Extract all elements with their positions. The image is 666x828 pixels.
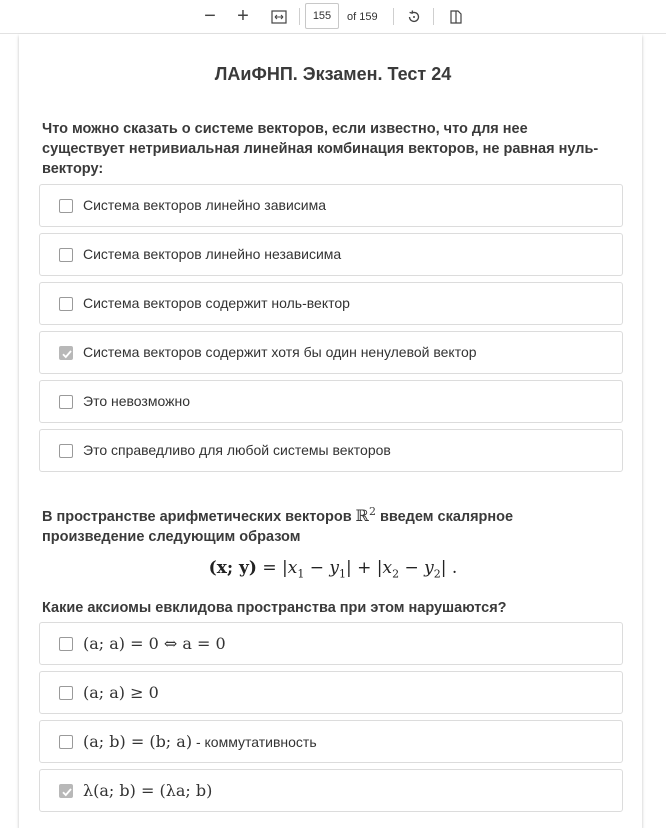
formula-term: | <box>440 558 447 578</box>
formula-dot: . <box>446 558 458 578</box>
question-2-text <box>42 502 612 547</box>
option-label: Система векторов содержит ноль-вектор <box>83 295 350 311</box>
question-1-text: Что можно сказать о системе векторов, если известно, что для нее существует нетривиальная линейная комбинация векторов, не равная нуль-вектору: <box>42 121 599 177</box>
q2-option-3[interactable] <box>39 720 623 763</box>
option-math: (a; a) ≥ 0 <box>83 683 159 702</box>
pdf-toolbar <box>0 0 666 34</box>
checkbox[interactable] <box>59 395 73 409</box>
question-2-part: введем скалярное произведение следующим образом <box>42 508 514 545</box>
formula-term: |x <box>282 558 298 578</box>
checkbox[interactable] <box>59 248 73 262</box>
option-math: (a; b) = (b; a) <box>83 732 193 751</box>
page-count-label: of 159 <box>347 10 378 23</box>
page-title: ЛАиФНП. Экзамен. Тест 24 <box>214 64 452 84</box>
option-label <box>83 623 226 664</box>
formula-term: − y <box>304 558 339 578</box>
q1-option-3[interactable] <box>39 282 623 325</box>
checkmark-icon <box>61 348 73 360</box>
option-label: Система векторов линейно зависима <box>83 197 326 213</box>
q2-option-2[interactable] <box>39 671 623 714</box>
formula-term: |x <box>376 558 393 578</box>
rotate-icon[interactable] <box>402 0 426 33</box>
q2-option-4[interactable] <box>39 769 623 812</box>
option-label: Система векторов содержит хотя бы один ненулевой вектор <box>83 344 477 360</box>
formula-sub: 1 <box>339 567 346 581</box>
option-label: Это невозможно <box>83 393 190 409</box>
checkbox[interactable] <box>59 686 73 700</box>
option-label: Система векторов линейно независима <box>83 246 342 262</box>
zoom-in-button[interactable]: + <box>237 5 249 27</box>
option-label <box>83 672 159 713</box>
option-label <box>83 770 212 811</box>
q1-option-5[interactable] <box>39 380 623 423</box>
space-exponent: 2 <box>368 505 376 518</box>
question-2-part: В пространстве арифметических векторов <box>42 508 356 525</box>
checkbox[interactable] <box>59 199 73 213</box>
formula-sub: 1 <box>297 567 305 581</box>
toolbar-divider <box>393 8 394 25</box>
checkbox-checked[interactable] <box>59 346 73 360</box>
checkbox[interactable] <box>59 637 73 651</box>
option-suffix: - коммутативность <box>192 734 317 750</box>
toolbar-divider <box>299 8 300 25</box>
option-label <box>83 721 317 762</box>
q2-option-1[interactable] <box>39 622 623 665</box>
checkbox[interactable] <box>59 444 73 458</box>
checkmark-icon <box>61 786 73 798</box>
formula-plus: + <box>351 558 377 578</box>
q1-option-2[interactable] <box>39 233 623 276</box>
fit-width-icon[interactable] <box>266 0 292 33</box>
formula-term: | <box>346 558 352 578</box>
q1-option-1[interactable] <box>39 184 623 227</box>
question-2-prompt: Какие аксиомы евклидова пространства при этом нарушаются? <box>42 600 507 616</box>
q1-option-6[interactable] <box>39 429 623 472</box>
zoom-out-button[interactable]: − <box>204 5 216 27</box>
checkbox-checked[interactable] <box>59 784 73 798</box>
formula-eq: = <box>256 558 283 578</box>
checkbox[interactable] <box>59 735 73 749</box>
option-math: (a; a) = 0 ⇔ a = 0 <box>83 634 226 653</box>
option-math: λ(a; b) = (λa; b) <box>83 781 213 800</box>
checkbox[interactable] <box>59 297 73 311</box>
q1-option-4[interactable] <box>39 331 623 374</box>
real-space-symbol: ℝ <box>355 505 369 525</box>
page-view-icon[interactable] <box>444 0 468 33</box>
toolbar-divider <box>433 8 434 25</box>
formula-lhs: (x; y) <box>208 558 257 578</box>
option-label: Это справедливо для любой системы векторов <box>83 442 391 458</box>
page-number-input[interactable] <box>305 3 339 29</box>
formula-sub: 2 <box>433 567 441 581</box>
formula-sub: 2 <box>392 567 400 581</box>
scalar-product-formula <box>0 558 666 580</box>
formula-term: − y <box>399 558 434 578</box>
